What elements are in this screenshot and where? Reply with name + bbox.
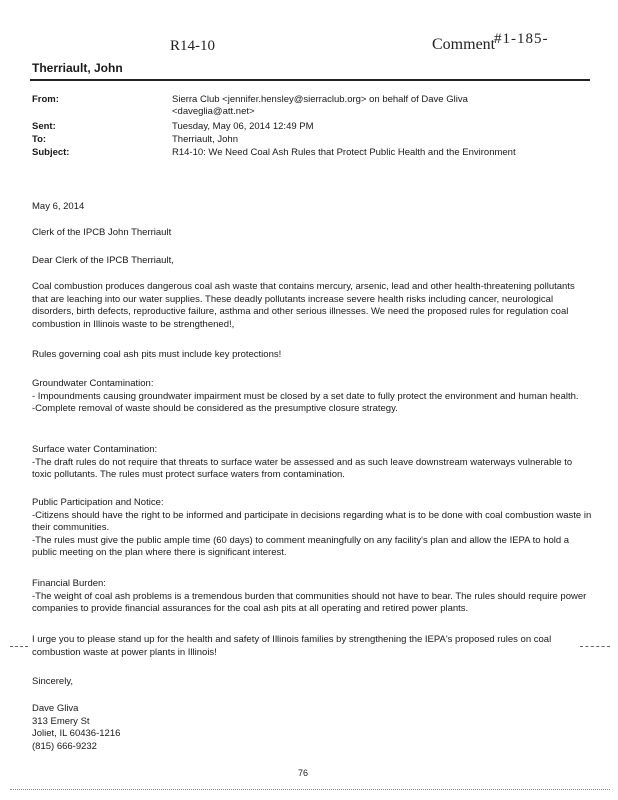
subject-value: R14-10: We Need Coal Ash Rules that Protect Public Health and the Environment bbox=[172, 147, 516, 158]
signer-phone: (815) 666-9232 bbox=[32, 740, 97, 752]
from-label: From: bbox=[32, 94, 59, 105]
from-value-line1: Sierra Club <jennifer.hensley@sierraclub.org> on behalf of Dave Gliva bbox=[172, 94, 468, 105]
surface-water-section bbox=[32, 444, 592, 482]
page-number: 76 bbox=[298, 768, 309, 778]
letter-addressee: Clerk of the IPCB John Therriault bbox=[32, 227, 172, 238]
participation-title: Public Participation and Notice: bbox=[32, 497, 164, 508]
signer-city: Joliet, IL 60436-1216 bbox=[32, 728, 121, 739]
participation-point-2: -The rules must give the public ample time (60 days) to comment meaningfully on any facility's plan and allow the IEPA to hold a public meeting on the plan where there is significant interest. bbox=[32, 534, 570, 558]
header-divider bbox=[30, 79, 590, 81]
footer-divider bbox=[10, 789, 610, 790]
docket-stamp: R14-10 bbox=[170, 38, 215, 54]
signer-name: Dave Gliva bbox=[32, 703, 79, 714]
sent-label: Sent: bbox=[32, 121, 56, 132]
financial-title: Financial Burden: bbox=[32, 578, 106, 589]
from-value-line2: <daveglia@att.net> bbox=[172, 106, 255, 117]
financial-section bbox=[32, 578, 592, 616]
signature-block bbox=[32, 703, 592, 753]
groundwater-section bbox=[32, 378, 592, 416]
from-value bbox=[172, 94, 562, 118]
comment-number-handwritten: #1-185- bbox=[494, 31, 549, 47]
groundwater-title: Groundwater Contamination: bbox=[32, 378, 154, 389]
key-protections-line: Rules governing coal ash pits must include key protections! bbox=[32, 349, 282, 360]
surface-water-title: Surface water Contamination: bbox=[32, 444, 158, 455]
surface-water-point-1: -The draft rules do not require that threats to surface water be assessed and as such leave downstream waterways vulnerable to toxic pollutants. The rules must protect surface waters from contamination. bbox=[32, 456, 573, 480]
to-label: To: bbox=[32, 134, 47, 145]
participation-point-1: -Citizens should have the right to be informed and participate in decisions regarding what is to be done with coal combustion waste in their communities. bbox=[32, 509, 592, 533]
financial-point-1: -The weight of coal ash problems is a tremendous burden that communities should not have to bear. The rules should require power companies to provide financial assurances for the coal ash pits at all operating and retired power plants. bbox=[32, 590, 587, 614]
to-value: Therriault, John bbox=[172, 134, 239, 145]
participation-section bbox=[32, 497, 592, 560]
groundwater-point-1: - Impoundments causing groundwater impairment must be closed by a set date to fully protect the environment and human health. bbox=[32, 390, 579, 402]
sent-value: Tuesday, May 06, 2014 12:49 PM bbox=[172, 121, 314, 132]
subject-label: Subject: bbox=[32, 147, 70, 158]
signer-street: 313 Emery St bbox=[32, 715, 90, 727]
letter-date: May 6, 2014 bbox=[32, 201, 85, 212]
scan-mark-left bbox=[10, 646, 28, 647]
sign-off: Sincerely, bbox=[32, 676, 74, 687]
comment-stamp-label: Comment bbox=[432, 36, 496, 53]
letter-intro-paragraph: Coal combustion produces dangerous coal ash waste that contains mercury, arsenic, lead and other health-threatening pollutants that are leaching into our water supplies. These deadly pollutants increase severe health risks including cancer, neurological disorders, birth defects, reproductive failure, asthma and other serious illnesses. We need the proposed rules for regulation coal combustion in Illinois waste to be strengthened!, bbox=[32, 281, 575, 330]
closing-request: I urge you to please stand up for the health and safety of Illinois families by strengthening the IEPA's proposed rules on coal combustion waste at power plants in Illinois! bbox=[32, 634, 552, 658]
letter-salutation: Dear Clerk of the IPCB Therriault, bbox=[32, 255, 174, 266]
recipient-name: Therriault, John bbox=[32, 61, 123, 75]
groundwater-point-2: -Complete removal of waste should be considered as the presumptive closure strategy. bbox=[32, 403, 398, 414]
